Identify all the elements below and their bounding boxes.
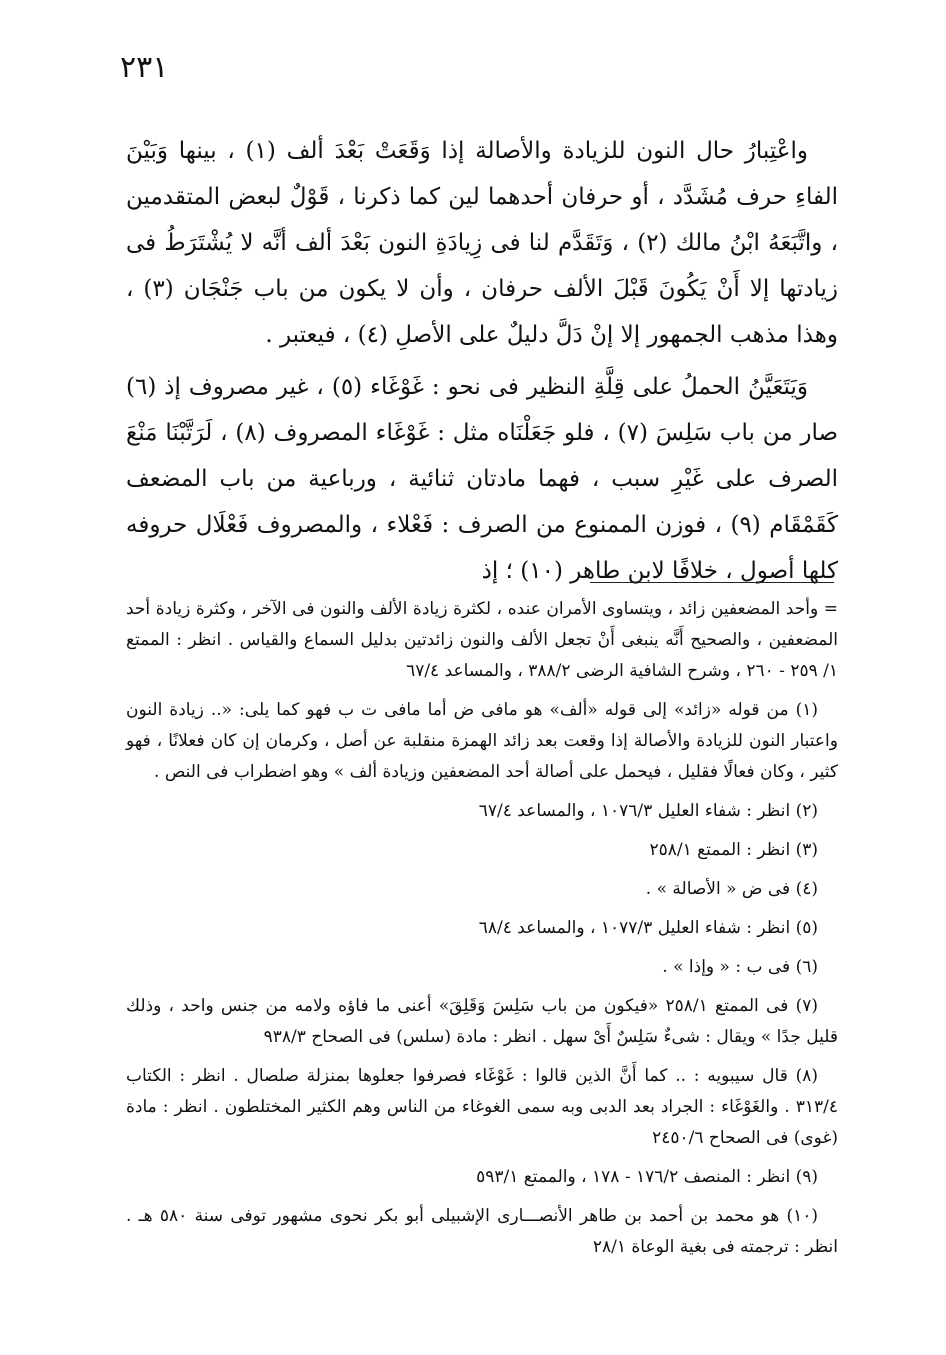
main-paragraph: واعْتِبارُ حال النون للزيادة والأصالة إذا وَقَعَتْ بَعْدَ ألف (١) ، بينها وَبَيْنَ الفاءِ حرف مُشَدَّد ، أو حرفان أحدهما لين كما ذكرنا ، قَوْلٌ لبعض المتقدمين ، واتَّبَعَهُ ابْنُ مالك (٢) ، وَتَقَدَّم لنا فى زِيادَةِ النون بَعْدَ ألف أنَّه لا يُشْتَرَطُ فى زيادتها إلا أَنْ يَكُونَ قَبْلَ الألف حرفان ، وأن لا يكون من باب جَنْجَان (٣) ، وهذا مذهب الجمهور إلا إنْ دَلَّ دليلٌ على الأصلِ (٤) ، فيعتبر .	[126, 138, 838, 348]
footnote-10: (١٠) هو محمد بن أحمد بن طاهر الأنصـــارى الإشبيلى أبو بكر نحوى مشهور توفى سنة ٥٨٠ هـ . انظر : ترجمته فى بغية الوعاة ٢٨/١	[126, 1206, 838, 1257]
footnote-3: (٣) انظر : الممتع ٢٥٨/١	[649, 840, 818, 860]
footnote-2: (٢) انظر : شفاء العليل ١٠٧٦/٣ ، والمساعد ٦٧/٤	[478, 801, 818, 821]
footnotes	[126, 594, 838, 1271]
footnote-7: (٧) فى الممتع ٢٥٨/١ «فيكون من باب سَلِسَ وَقَلِقَ» أعنى ما فاؤه ولامه من جنس واحد ، وذلك قليل جدًا » ويقال : شىءٌ سَلِسٌ أَىْ سهل . انظر : مادة (سلس) فى الصحاح ٩٣٨/٣	[126, 996, 838, 1047]
footnote-8: (٨) قال سيبويه : .. كما أَنَّ الذين قالوا : غَوْغَاء فصرفوا جعلوها بمنزلة صلصال . انظر : الكتاب ٣١٣/٤ . والغَوْغَاء : الجراد بعد الدبى وبه سمى الغوغاء من الناس وهم الكثير المختلطون . انظر : مادة (غوى) فى الصحاح ٢٤٥٠/٦	[126, 1066, 838, 1148]
main-paragraph: وَيَتَعَيَّنُ الحملُ على قِلَّةِ النظير فى نحو : غَوْغَاء (٥) ، غير مصروف إذ (٦) صار من باب سَلِسَ (٧) ، فلو جَعَلْنَاه مثل : غَوْغَاء المصروف (٨) ، لَرَتَّبْنَا مَنْعَ الصرف على غَيْرِ سبب ، فهما مادتان ثنائية ، ورباعية من باب المضعف كَقَمْقَام (٩) ، فوزن الممنوع من الصرف : فَعْلاء ، والمصروف فَعْلَال حروفه كلها أصول ، خلافًا لابن طاهر (١٠) ؛ إذ	[126, 374, 838, 584]
footnote-5: (٥) انظر : شفاء العليل ١٠٧٧/٣ ، والمساعد ٦٨/٤	[478, 918, 818, 938]
footnote-1: (١) من قوله «زائد» إلى قوله «ألف» هو مافى ض أما مافى ت ب فهو كما يلى: «.. زيادة النون واعتبار النون للزيادة والأصالة إذا وقعت بعد زائد الهمزة منقلبة عن أصل ، وكرمان إن كان فعلانًا ، فهو كثير ، وكان فعالًا فقليل ، فيحمل على أصالة أحد المضعفين وزيادة ألف » وهو اضطراب فى النص .	[126, 700, 838, 782]
footnote-divider	[590, 582, 834, 583]
main-text	[126, 128, 838, 600]
page-number: ٢٣١	[120, 50, 169, 85]
footnote-9: (٩) انظر : المنصف ١٧٦/٢ - ١٧٨ ، والممتع ٥٩٣/١	[476, 1167, 818, 1187]
footnote-6: (٦) فى ب : « وإذا » .	[662, 957, 818, 977]
footnote-4: (٤) فى ض « الأصالة » .	[645, 879, 818, 899]
footnote-continuation: = وأحد المضعفين زائد ، ويتساوى الأمران عنده ، لكثرة زيادة الألف والنون فى الآخر ، وكثرة زيادة أحد المضعفين ، والصحيح أَنَّه ينبغى أَنْ تجعل الألف والنون زائدتين بدليل السماع والقياس . انظر : الممتع ١/ ٢٥٩ - ٢٦٠ ، وشرح الشافية الرضى ٣٨٨/٢ ، والمساعد ٦٧/٤	[126, 599, 838, 681]
